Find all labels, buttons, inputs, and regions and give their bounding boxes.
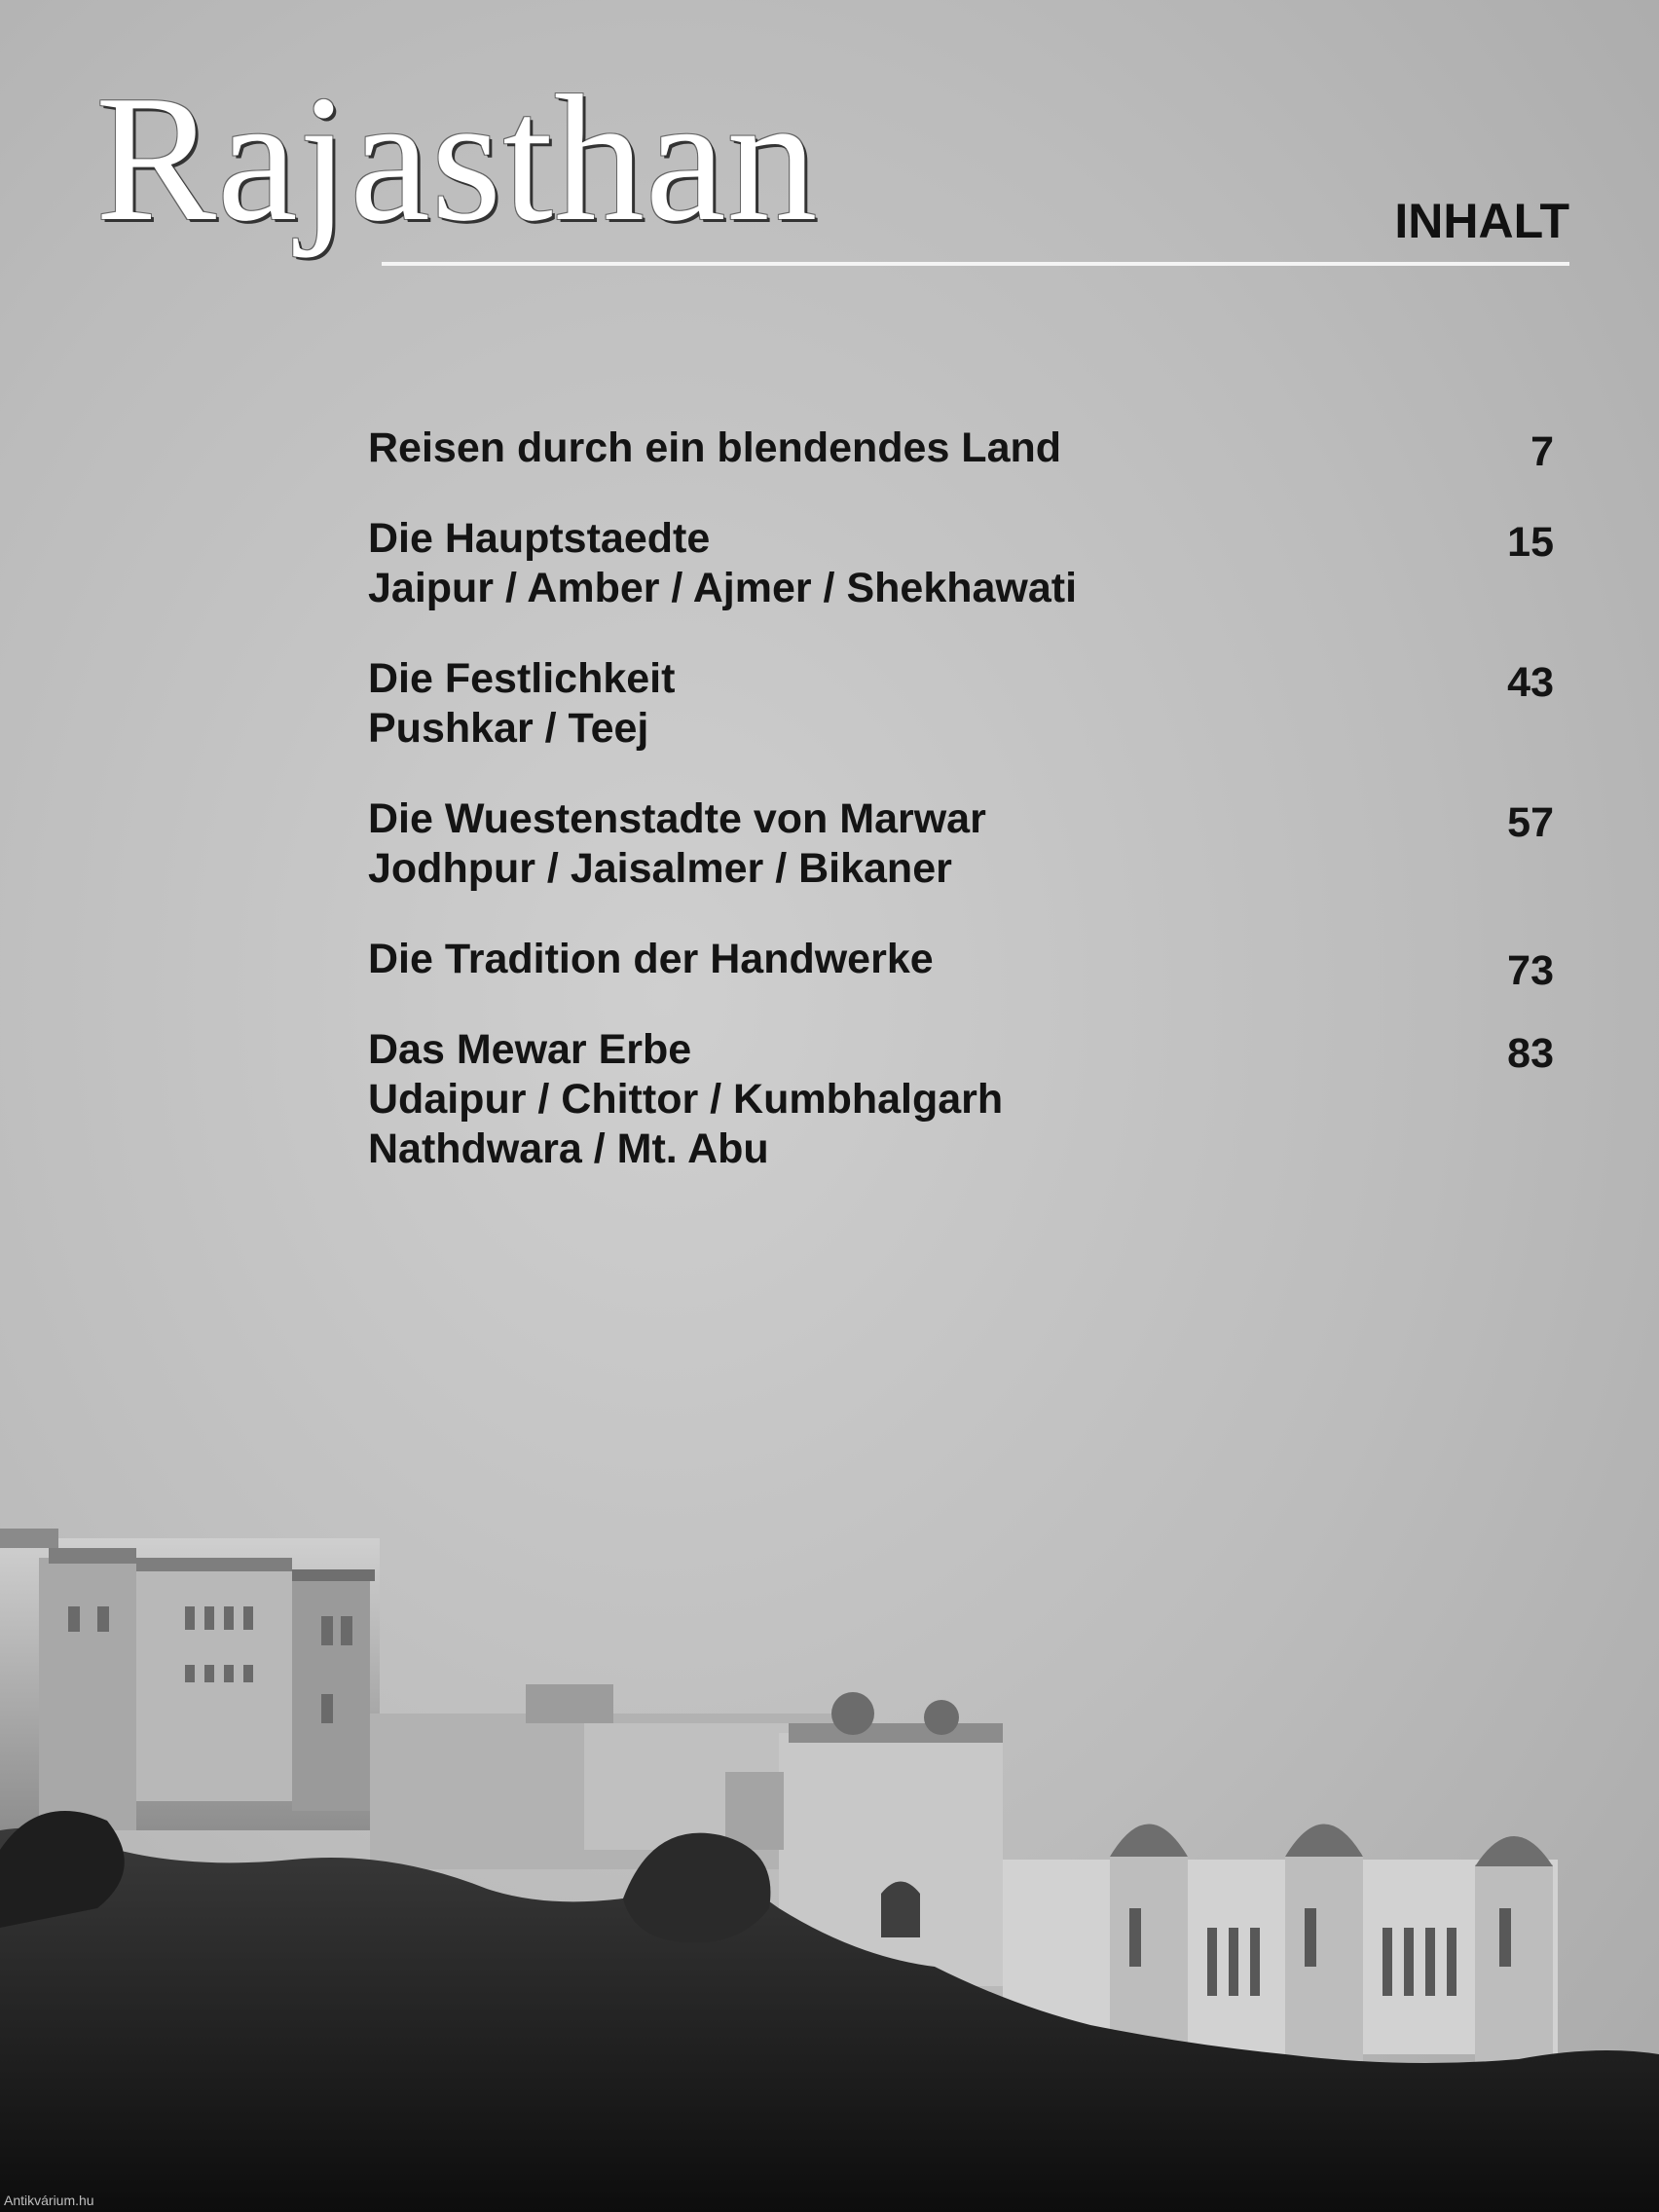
toc-page-number: 83: [1507, 1030, 1554, 1077]
toc-entry: [368, 424, 1575, 473]
amber-fort-photo: [0, 1499, 1659, 2212]
toc-entry: [368, 794, 1575, 894]
toc-entry: [368, 514, 1575, 613]
section-label: INHALT: [1394, 194, 1569, 248]
book-title: Rajasthan: [95, 58, 819, 259]
toc-heading: Das Mewar Erbe: [368, 1026, 692, 1073]
toc-page-number: 73: [1507, 947, 1554, 994]
toc-entry: [368, 935, 1575, 994]
toc-entry: [368, 654, 1575, 754]
toc-heading: Die Festlichkeit: [368, 655, 676, 702]
toc-subheading: Pushkar / Teej: [368, 705, 649, 752]
toc-subheading: Jaipur / Amber / Ajmer / Shekhawati: [368, 565, 1078, 611]
toc-subheading: Nathdwara / Mt. Abu: [368, 1125, 769, 1172]
toc-page-number: 57: [1507, 799, 1554, 846]
toc-page-number: 15: [1507, 519, 1554, 566]
toc-heading: Die Wuestenstadte von Marwar: [368, 795, 986, 842]
table-of-contents: [368, 424, 1575, 1215]
toc-page-number: 43: [1507, 659, 1554, 706]
toc-subheading: Udaipur / Chittor / Kumbhalgarh: [368, 1076, 1004, 1123]
title-underline: [382, 262, 1569, 266]
toc-heading: Die Hauptstaedte: [368, 515, 711, 562]
toc-page-number: 7: [1530, 428, 1554, 475]
toc-heading: Die Tradition der Handwerke: [368, 936, 934, 982]
toc-heading: Reisen durch ein blendendes Land: [368, 424, 1062, 471]
watermark: Antikvárium.hu: [4, 2193, 94, 2208]
toc-subheading: Jodhpur / Jaisalmer / Bikaner: [368, 845, 952, 892]
toc-entry: [368, 1025, 1575, 1174]
